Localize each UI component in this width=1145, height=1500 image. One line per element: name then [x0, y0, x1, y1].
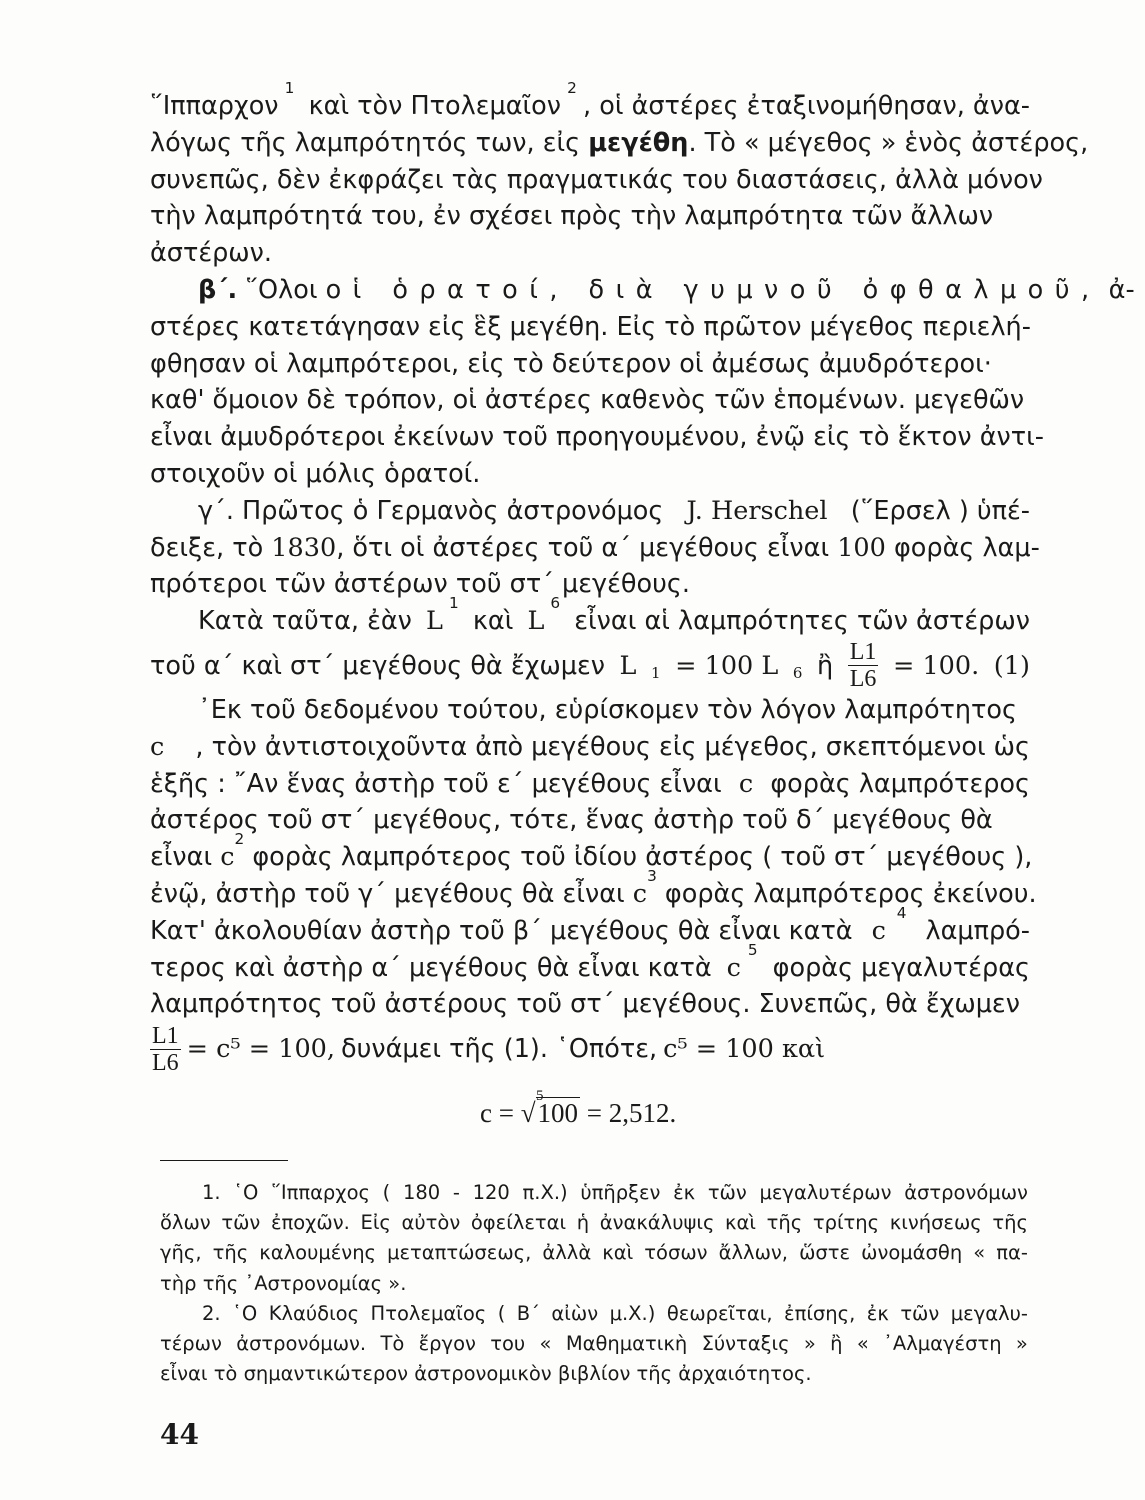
eq2-frac-den: L6 — [152, 1049, 179, 1076]
footnote-word: » — [803, 1332, 816, 1356]
footnote-word: ἡ — [576, 1211, 590, 1235]
text-line — [150, 346, 1030, 383]
footnote-word: τρίτης — [812, 1211, 880, 1235]
footnote-word: ἢ — [830, 1332, 843, 1356]
footnote-word: Πτολεμαῖος — [370, 1301, 487, 1325]
text-run: 5 — [747, 940, 758, 959]
footnote-word: αὐτὸν — [401, 1211, 461, 1235]
footnote-line — [160, 1299, 1028, 1329]
paragraphs-middle — [150, 692, 1037, 1023]
text-run: ἀστέρος τοῦ στ΄ μεγέθους, τότε, ἕνας ἀστὴρ τοῦ δ΄ μεγέθους θὰ — [150, 805, 993, 836]
footnote-word: μεγαλυ- — [950, 1301, 1028, 1325]
text-run: οἱ ὁρατοί, διὰ γυμνοῦ ὀφθαλμοῦ, — [325, 274, 1101, 305]
footnote-word: Μαθηματικὴ — [565, 1332, 688, 1356]
text-line — [150, 309, 1030, 346]
text-line — [150, 419, 1044, 456]
text-run: Κατὰ ταῦτα, ἐὰν — [198, 606, 421, 637]
text-run: ῞Ιππαρχον — [150, 91, 279, 121]
text-run: c — [150, 731, 165, 762]
footnote-word: αἰὼν — [551, 1301, 599, 1325]
footnote-word: τὴρ — [160, 1271, 203, 1295]
text-run: στέρες κατετάγησαν εἰς ἓξ μεγέθη. Εἰς τὸ πρῶτον μέγεθος περιελή- — [150, 311, 1031, 342]
footnote-word: π.Χ.) — [522, 1181, 568, 1204]
footnote-word: ἐπίσης, — [784, 1301, 856, 1325]
text-run: καὶ τὸν Πτολεμαῖον — [300, 91, 562, 121]
text-run: λόγως τῆς λαμπρότητός των, εἰς — [150, 127, 589, 158]
eq1-l1: L — [619, 650, 637, 681]
footnote-word: ἔργον — [418, 1332, 476, 1356]
footnote-word: τέρων — [160, 1332, 222, 1356]
text-line — [150, 198, 1030, 235]
eq1-or: ἢ — [817, 650, 834, 681]
footnote-line — [160, 1178, 1028, 1208]
equation-2-line — [150, 1023, 1030, 1075]
footnote-word: τῶν — [221, 1211, 261, 1235]
text-run: ἐνῷ, ἀστὴρ τοῦ γ΄ μεγέθους θὰ εἶναι — [150, 878, 633, 909]
footnote-word: Σύνταξις — [701, 1332, 790, 1356]
footnote-word: ἀστρονόμων. — [236, 1332, 367, 1356]
text-run: , οἱ ἀστέρες ἐταξινομήθησαν, ἀνα- — [583, 91, 1030, 121]
text-line — [150, 594, 1030, 640]
footnote-word: 2. — [202, 1301, 221, 1325]
footnote-word: τῆς — [202, 1271, 245, 1295]
footnote-word: Τὸ — [380, 1332, 405, 1356]
text-run: . Τὸ « μέγεθος » ἑνὸς ἀστέρος, — [688, 127, 1089, 158]
text-line — [150, 456, 1030, 493]
text-run: L — [426, 606, 443, 637]
footnote-word: ὠνομάσθη — [861, 1241, 963, 1265]
text-run: στοιχοῦν οἱ μόλις ὁρατοί. — [150, 458, 481, 489]
text-run: φορὰς λαμπρότερος τοῦ ἰδίου ἀστέρος ( τοῦ στ΄ μεγέθους ), — [244, 842, 1033, 873]
footnote-word: » — [1015, 1332, 1028, 1356]
eq3-lhs: c = — [480, 1098, 521, 1128]
eq1-fraction — [848, 639, 879, 692]
footnote-word: « — [973, 1241, 986, 1265]
footnote-word: ὥστε — [799, 1241, 851, 1265]
footnote-word: τῶν — [900, 1301, 940, 1325]
text-line — [150, 566, 1030, 603]
footnote-word: « — [856, 1332, 869, 1356]
text-run: ἀ- — [1100, 274, 1135, 305]
footnote-word: καὶ — [602, 1241, 634, 1265]
text-run: ᾿Εκ τοῦ δεδομένου τούτου, εὑρίσκομεν τὸν λόγον λαμπρότητος — [198, 694, 1017, 725]
footnote-word: ». — [388, 1271, 407, 1295]
text-line — [150, 493, 1030, 530]
text-run: φορὰς λαμπρότερος — [762, 768, 1030, 799]
eq1-ref: (1) — [993, 650, 1030, 681]
footnote-word: καὶ — [725, 1211, 756, 1235]
text-run: καὶ — [464, 606, 522, 637]
text-run: (῞Ερσελ ) ὑπέ- — [842, 495, 1030, 526]
text-run: J. Herschel — [686, 495, 828, 526]
footnote-word: ἐποχῶν. — [270, 1211, 350, 1235]
eq2-text: δυνάμει τῆς (1). ῾Οπότε, — [341, 1033, 658, 1064]
text-run: πρότεροι τῶν ἀστέρων τοῦ στ΄ μεγέθους. — [150, 569, 690, 600]
text-run: c — [738, 768, 754, 799]
equation-3 — [480, 1088, 677, 1129]
text-line — [150, 162, 1043, 199]
text-line — [150, 692, 1030, 729]
eq3-radicand: 100 — [537, 1098, 579, 1128]
text-line — [150, 125, 1089, 162]
text-run: L — [527, 606, 545, 637]
footnote-word: ῾Ο — [232, 1301, 258, 1325]
text-run: 2 — [234, 830, 245, 849]
text-line — [150, 802, 1030, 839]
footnote-word: μεταπτώσεως, — [387, 1241, 532, 1265]
eq3-root-index: 5 — [536, 1088, 544, 1104]
paragraphs-top — [150, 79, 1135, 640]
eq1-value: = 100. — [892, 650, 980, 681]
footnote-word: ᾿Αλμαγέστη — [883, 1332, 1002, 1356]
footnote-line — [160, 1359, 1028, 1389]
text-run: 100 — [837, 532, 886, 563]
text-run: συνεπῶς, δὲν ἐκφράζει τὰς πραγματικάς του διαστάσεις, ἀλλὰ μόνον — [150, 164, 1043, 195]
footnote-line — [160, 1238, 1028, 1268]
footnote-word: τῶν — [707, 1181, 747, 1204]
footnote-rule — [160, 1160, 288, 1161]
footnote-word: τῆς — [766, 1211, 803, 1235]
footnote-word: ἀλλὰ — [542, 1241, 592, 1265]
text-run: ῞Ολοι — [237, 274, 326, 305]
text-line — [150, 729, 1030, 766]
text-run: 6 — [550, 594, 561, 613]
footnote-word: ( — [382, 1181, 391, 1204]
footnote-word: κινήσεως — [889, 1211, 982, 1235]
footnote-word: ᾿Αστρονομίας — [244, 1271, 389, 1295]
text-run: , ὅτι οἱ ἀστέρες τοῦ α΄ μεγέθους εἶναι — [336, 532, 838, 563]
footnote-word: τῆς — [636, 1362, 679, 1386]
footnote-word: μεγαλυτέρων — [759, 1181, 892, 1204]
footnotes — [160, 1178, 1028, 1389]
text-run: 4 — [896, 903, 907, 922]
equation-1-line — [150, 640, 1030, 692]
footnote-word: ἀνακάλυψις — [599, 1211, 715, 1235]
footnote-word: - — [452, 1181, 460, 1204]
page-number: 44 — [160, 1418, 199, 1451]
eq1-l6-sub: 6 — [792, 663, 803, 682]
eq1-frac-num: L1 — [849, 639, 877, 666]
text-run: 1 — [449, 594, 459, 613]
text-run: εἶναι ἀμυδρότεροι ἐκείνων τοῦ προηγουμένου, ἐνῷ εἰς τὸ ἕκτον ἀντι- — [150, 422, 1044, 453]
eq2-fraction — [150, 1023, 181, 1076]
eq1-text: τοῦ α΄ καὶ στ΄ μεγέθους θὰ ἔχωμεν — [150, 650, 605, 681]
footnote-word: γῆς, — [160, 1241, 202, 1265]
footnote-word: ἀστρονομικὸν — [414, 1362, 558, 1386]
text-run: c — [220, 842, 235, 873]
text-run: τερος καὶ ἀστὴρ α΄ μεγέθους θὰ εἶναι κατὰ — [150, 952, 720, 983]
footnote-word: ἀρχαιότητος. — [678, 1362, 812, 1386]
eq2-frac-num: L1 — [152, 1022, 179, 1049]
text-line — [150, 940, 1030, 987]
text-run: γ΄. Πρῶτος ὁ Γερμανὸς ἀστρονόμος — [198, 495, 672, 526]
footnote-word: ὑπῆρξεν — [580, 1181, 661, 1204]
text-run: φθησαν οἱ λαμπρότεροι, εἰς τὸ δεύτερον οἱ ἀμέσως ἀμυδρότεροι· — [150, 348, 992, 379]
text-line — [150, 235, 1030, 272]
footnote-word: εἶναι — [160, 1362, 214, 1386]
text-line — [150, 766, 1030, 803]
text-line — [150, 382, 1030, 419]
text-run: τὴν λαμπρότητά του, ἐν σχέσει πρὸς τὴν λαμπρότητα τῶν ἄλλων — [150, 201, 994, 232]
text-run: εἶναι αἱ λαμπρότητες τῶν ἀστέρων — [566, 606, 1030, 637]
footnote-word: τῆς — [992, 1211, 1028, 1235]
text-run: ἑξῆς : ῎Αν ἕνας ἀστὴρ τοῦ ε΄ μεγέθους εἶναι — [150, 768, 730, 799]
text-run: β΄. — [198, 274, 238, 305]
footnote-line — [160, 1269, 1028, 1299]
text-run: λαμπρότητος τοῦ ἀστέρους τοῦ στ΄ μεγέθους. Συνεπῶς, θὰ ἔχωμεν — [150, 989, 1020, 1020]
footnote-word: ( — [497, 1301, 506, 1325]
eq1-equals: = 100 L — [675, 650, 779, 681]
text-run: Κατ' ἀκολουθίαν ἀστὴρ τοῦ β΄ μεγέθους θὰ εἶναι κατὰ — [150, 915, 861, 946]
footnote-line — [160, 1329, 1028, 1359]
footnote-word: τὸ — [213, 1362, 244, 1386]
footnote-word: ἐκ — [866, 1301, 889, 1325]
eq1-l1-sub: 1 — [651, 663, 661, 682]
text-run: 2 — [567, 79, 577, 97]
text-run: 1 — [284, 79, 295, 97]
footnote-word: πα- — [996, 1241, 1028, 1265]
footnote-word: ἐκ — [673, 1181, 696, 1204]
text-run: μεγέθη — [588, 127, 689, 158]
eq1-frac-den: L6 — [849, 666, 877, 693]
text-run: ἀστέρων. — [150, 238, 272, 269]
text-line — [150, 903, 1030, 950]
footnote-word: βιβλίον — [557, 1362, 637, 1386]
footnote-word: του — [490, 1332, 526, 1356]
footnote-word: Κλαύδιος — [268, 1301, 360, 1325]
text-run: εἶναι — [150, 842, 221, 873]
footnote-word: Β΄ — [516, 1301, 540, 1325]
text-run: καθ' ὅμοιον δὲ τρόπον, οἱ ἀστέρες καθενὸς τῶν ἑπομένων. μεγεθῶν — [150, 385, 1025, 416]
footnote-word: τόσων — [644, 1241, 708, 1265]
footnote-word: ἀστρονόμων — [904, 1181, 1028, 1204]
footnote-word: 120 — [472, 1181, 510, 1204]
footnote-line — [160, 1208, 1028, 1238]
text-run: c — [632, 878, 648, 909]
footnote-word: « — [539, 1332, 552, 1356]
text-line — [150, 272, 1135, 309]
footnote-word: Εἰς — [360, 1211, 391, 1235]
text-run: φορὰς λαμ- — [885, 532, 1040, 563]
text-line — [150, 986, 1030, 1023]
eq2-middle: = c⁵ = 100, — [186, 1033, 336, 1064]
footnote-word: ὅλων — [160, 1211, 211, 1235]
footnote-word: ῾Ο — [233, 1181, 259, 1204]
radical-sign-icon: √ — [520, 1098, 536, 1128]
text-line — [150, 79, 1030, 125]
text-run: 1830 — [271, 532, 337, 563]
footnote-word: σημαντικώτερον — [243, 1362, 415, 1386]
text-run: c — [871, 915, 886, 946]
text-line — [150, 530, 1040, 567]
text-run: δειξε, τὸ — [150, 532, 272, 563]
footnote-word: 180 — [402, 1181, 441, 1204]
text-run: λαμπρό- — [917, 915, 1030, 946]
text-run: φορὰς μεγαλυτέρας — [764, 952, 1030, 983]
footnote-word: ὀφείλεται — [470, 1211, 567, 1235]
footnote-word: καλουμένης — [259, 1241, 376, 1265]
footnote-word: 1. — [202, 1181, 221, 1204]
footnote-word: θεωρεῖται, — [666, 1301, 773, 1325]
text-run: , τὸν ἀντιστοιχοῦντα ἀπὸ μεγέθους εἰς μέγεθος, σκεπτόμενοι ὡς — [195, 731, 1030, 762]
main-text — [150, 79, 1135, 1076]
footnote-word: ἄλλων, — [718, 1241, 788, 1265]
text-run: 3 — [647, 866, 657, 885]
eq3-rhs: = 2,512. — [586, 1098, 677, 1128]
text-run: φορὰς λαμπρότερος ἐκείνου. — [656, 878, 1037, 909]
footnote-word: ῞Ιππαρχος — [271, 1181, 370, 1204]
footnote-word: τῆς — [212, 1241, 249, 1265]
text-run: c — [726, 952, 741, 983]
eq2-end: c⁵ = 100 καὶ — [663, 1033, 826, 1064]
footnote-word: μ.Χ.) — [609, 1301, 656, 1325]
text-line — [150, 830, 1033, 876]
